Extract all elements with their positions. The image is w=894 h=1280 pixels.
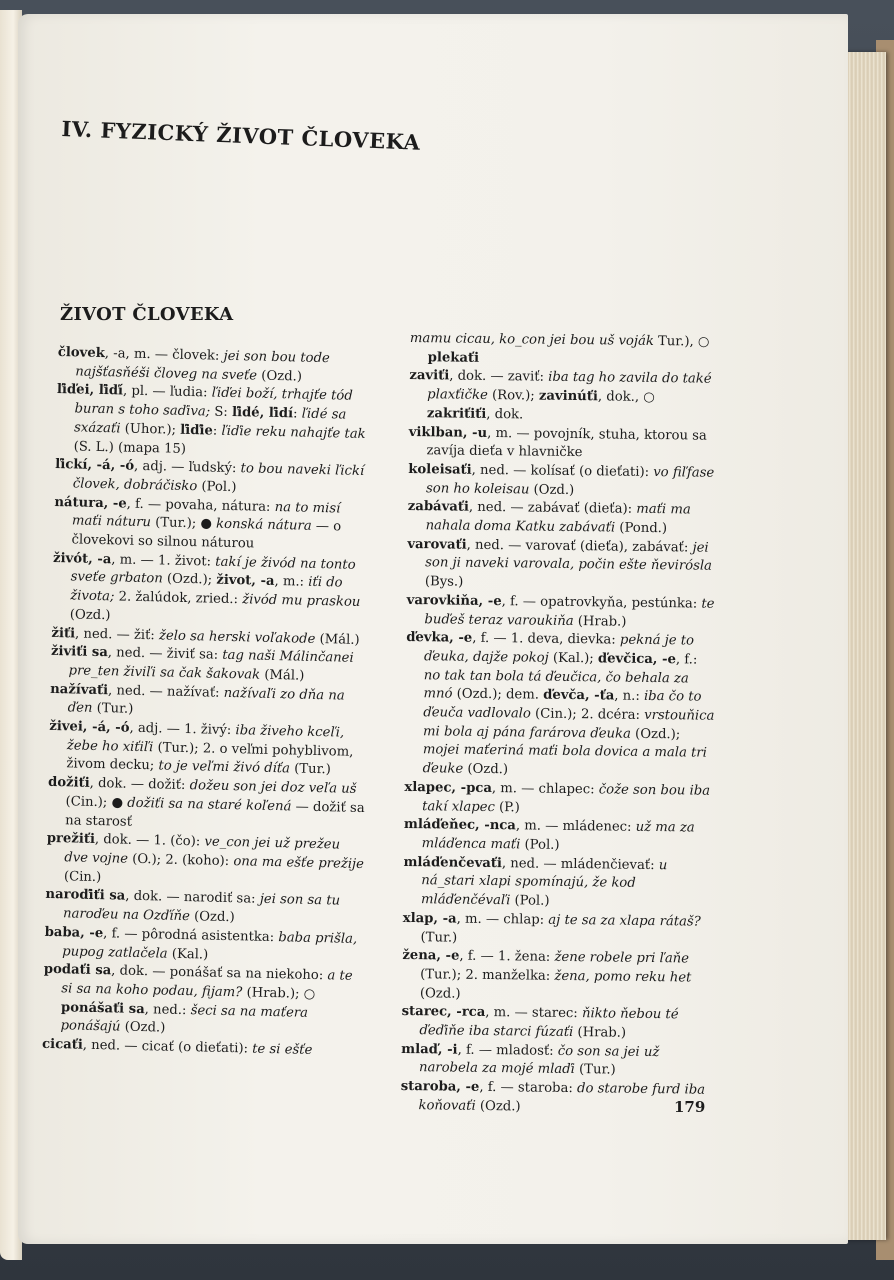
entry-text: , dok. — narodiť sa: [125, 889, 260, 908]
entry-text: (Pol.) [520, 837, 560, 853]
entry-text: , m. — chlap: [456, 911, 549, 928]
entry-text: , ned. — cicať (o dieťati): [82, 1037, 253, 1057]
entry-headword: zavinúťi [538, 388, 599, 405]
entry-example: iba tag ho zavila do také plaxťičke [427, 370, 712, 404]
entry-headword: živiťi sa [50, 644, 109, 661]
entry-text: , dok. — zaviť: [449, 368, 549, 386]
entry-text: , m. — mládenec: [515, 818, 636, 836]
dictionary-entry [409, 367, 720, 427]
dictionary-entry [48, 718, 367, 781]
entry-example: te buďeš teraz varoukiňa [424, 596, 715, 629]
entry-headword: zabávaťi [407, 499, 470, 516]
dictionary-entry [401, 1003, 711, 1044]
dictionary-entry [400, 1078, 710, 1119]
entry-text: , ned. — varovať (dieťa), zabávať: [466, 537, 693, 556]
entry-text: , f. — pôrodná asistentka: [103, 925, 279, 945]
dictionary-entry [46, 830, 365, 893]
entry-example: jei son bou tode najšťasňéši človeg na sveťe [75, 348, 330, 384]
entry-text: , m. — starec: [485, 1005, 583, 1022]
entry-headword: živei, -á, -ó [49, 718, 130, 736]
entry-text: , dok., ○ [597, 389, 655, 406]
entry-headword: staroba, -e [400, 1079, 480, 1096]
dictionary-entry [407, 536, 718, 596]
entry-example: iba čo to ďeuča vadlovalo [423, 689, 702, 722]
entry-text: , m. — 1. život: [111, 552, 216, 570]
entry-headword: varovkiňa, -e [406, 592, 502, 609]
dictionary-entry [402, 947, 713, 1007]
entry-example: ona ma ešťe prežije [233, 854, 365, 873]
entry-example: nažívaľi zo dňa na ďen [67, 685, 345, 717]
entry-example: to bou naveki ľickí človek, dobráčisko [72, 461, 365, 495]
entry-text: (Hrab.); ○ [242, 985, 316, 1002]
entry-text: (Ozd.) [189, 909, 235, 926]
entry-text: , m. — chlapec: [491, 780, 599, 798]
entry-text: (Ozd.); [162, 571, 217, 589]
entry-text: , f. — staroba: [479, 1080, 578, 1097]
entries-column-right [400, 330, 720, 1119]
entry-text: (P.) [494, 799, 520, 815]
entry-headword: podaťi sa [43, 962, 112, 979]
entry-headword: baba, -e [44, 924, 104, 941]
entry-example: te si ešťe [252, 1041, 313, 1058]
entry-text: (Uhor.); [120, 421, 181, 438]
entry-text: (Ozd.) [475, 1098, 521, 1115]
entry-text: (Cin.); 2. dcéra: [530, 706, 645, 723]
entry-text: (Ozd.) [69, 607, 111, 624]
dictionary-entry [408, 424, 718, 465]
entry-headword: ponášaťi sa [60, 999, 145, 1017]
entry-headword: koleisaťi [408, 461, 472, 478]
entry-headword: plekaťi [427, 349, 480, 366]
entry-headword: viklban, -u [408, 424, 488, 441]
entry-text: (Hrab.) [573, 613, 627, 630]
dictionary-entry [401, 1041, 711, 1082]
entry-text: (Pol.) [197, 479, 237, 496]
entry-headword: naroďiťi sa [45, 887, 126, 905]
entry-text: , ned. — zabávať (dieťa): [468, 500, 637, 518]
entry-text: , f. — 1. žena: [459, 948, 555, 966]
entry-headword: nažívaťi [49, 681, 109, 698]
entry-example: žena, pomo reku het [554, 968, 692, 986]
entry-example: želo sa herski voľakode [158, 627, 316, 647]
entry-headword: živót, -a [52, 550, 112, 567]
entry-headword: zakriťiťi [426, 406, 487, 422]
entry-example: čože son bou iba takí xlapec [422, 782, 711, 815]
dictionary-entry [52, 550, 372, 632]
entry-headword: nátura, -e [54, 494, 127, 512]
entry-example: jei son sa tu naroďeu na Ozďíňe [62, 892, 341, 925]
entry-text: , m.: [274, 574, 309, 591]
entry-text: , ned. — mládenčievať: [501, 855, 659, 873]
entry-example: ňikto ňebou té ďeďiňe iba starci fúzaťi [419, 1006, 679, 1041]
entry-text: , ned. — žiť: [74, 626, 160, 643]
entry-headword: starec, -rca [401, 1004, 486, 1021]
entry-headword: xlap, -a [402, 910, 457, 927]
entry-headword: varovaťi [407, 536, 467, 553]
entry-example: ľiďie reku nahajťe tak [221, 423, 366, 442]
entry-text: (Tur.); 2. o veľmi pohyblivom, živom decku; [66, 740, 354, 774]
entry-example: ve_con jei už prežeu dve vojne [64, 834, 341, 867]
dictionary-entry [403, 854, 714, 914]
entry-text: , dok. — dožiť: [89, 776, 190, 794]
entry-example: maťi ma nahala doma Katku zabávaťi [425, 502, 691, 536]
entries-column-left [42, 344, 376, 1062]
entry-example: u ná_stari xlapi spomínajú, že kod mláďenčévaľi [420, 857, 668, 909]
dictionary-entry [404, 816, 714, 857]
entry-example: konská nátura [215, 516, 312, 535]
entry-text: (Tur.) [289, 761, 331, 778]
entry-example: čo son sa jei už narobela za mojé mlaďi [418, 1043, 660, 1078]
entry-text: (Hrab.) [573, 1025, 627, 1041]
entry-text: (Ozd.); dem. [452, 686, 544, 704]
entry-headword: žiťi [51, 625, 76, 642]
entry-headword: ľidé, ľidí [231, 405, 294, 422]
entry-text: , ned.: [144, 1001, 191, 1018]
entry-text: (Tur.) [574, 1062, 616, 1078]
entry-text: , f.: [675, 652, 698, 668]
entry-example: dožiťi sa na staré koľená [127, 795, 292, 815]
entry-example: baba prišla, pupog zatlačela [62, 929, 358, 962]
entry-headword: ľiďei, ľiďí [56, 382, 124, 399]
entry-text: (Ozd.); [630, 726, 681, 743]
entry-example: vo fiľfase son ho koleisau [425, 464, 715, 498]
entry-text: (Ozd.) [120, 1019, 166, 1036]
entry-headword: ďevka, -e [406, 630, 473, 647]
entry-text: (Ozd.) [256, 368, 303, 385]
entry-text: (Tur.); ● [150, 515, 217, 532]
section-title: ŽIVOT ČLOVEKA [60, 304, 234, 325]
entry-example: iťi do života; [70, 575, 343, 605]
entry-text: S: [209, 404, 233, 421]
entry-text: (Pol.) [510, 893, 550, 909]
entry-headword: ďevčica, -e [597, 651, 676, 668]
entry-text: (Tur.) [92, 701, 134, 718]
entry-text: (Kal.); [548, 650, 599, 667]
entry-text: — o človekovi so silnou náturou [71, 519, 342, 552]
dictionary-entry [53, 494, 372, 557]
entry-example: takí je živód na tonto sveťe grbaton [70, 554, 356, 587]
entry-example: jei son ji naveki varovala, počin ešte ňevirósla [425, 540, 713, 575]
entry-text: , dok. — ponášať sa na niekoho: [111, 963, 328, 984]
entry-example: pekná je to ďeuka, dajže pokoj [423, 632, 695, 666]
entry-headword: mlaď, -i [401, 1041, 458, 1058]
entry-text: (S. L.) (mapa 15) [73, 438, 187, 457]
entry-text: 2. žalúdok, zried.: [114, 589, 243, 608]
book-page [18, 14, 848, 1244]
entry-text: , dok. [486, 406, 524, 423]
entry-text: , pl. — ľudia: [122, 383, 212, 401]
entry-text: (Cin.) [63, 868, 102, 885]
entry-example: živód mu praskou [242, 592, 361, 611]
entry-example: dožeu son jei doz veľa uš [189, 778, 357, 798]
entry-example: do starobe furd iba koňovaťi [418, 1081, 706, 1114]
chapter-title: IV. FYZICKÝ ŽIVOT ČLOVEKA [61, 116, 421, 155]
dictionary-entry [408, 461, 718, 502]
entry-text: — dožiť sa na starosť [65, 799, 365, 830]
entry-headword: mláďeňec, -nca [403, 817, 516, 834]
dictionary-entry [402, 910, 712, 951]
entry-text: (Tur.); 2. manželka: [420, 967, 555, 984]
entry-text: : [212, 423, 222, 439]
entry-text: , adj. — 1. živý: [129, 720, 236, 739]
entry-text: , ned. — živiť sa: [107, 645, 223, 664]
dictionary-entry [47, 774, 366, 837]
entry-headword: ďevča, -ťa [543, 688, 615, 704]
entry-example: šeci sa na maťera ponášajú [60, 1002, 309, 1035]
entry-example: na to misí maťi náturu [71, 499, 341, 531]
entry-example: a te si sa na koho podau, fijam? [61, 968, 353, 1001]
entry-example: mojei maťeriná maťi bola dovica a mala tri ďeuke [422, 742, 707, 777]
dictionary-entry [404, 779, 714, 820]
entry-text: (Bys.) [424, 574, 464, 590]
entry-headword: mláďenčevaťi [403, 854, 503, 871]
entry-example: iba živeho kceľi, žebe ho xiťiľi [66, 723, 345, 756]
entry-text: , f. — opatrovkyňa, pestúnka: [501, 593, 702, 612]
entry-headword: zaviťi [409, 368, 450, 384]
dictionary-entry [406, 592, 716, 633]
entry-headword: ľickí, -á, -ó [55, 457, 135, 474]
entry-text: : [292, 406, 302, 422]
entry-text: , f. — mladosť: [457, 1042, 558, 1059]
entry-text: (Rov.); [487, 388, 540, 404]
entry-text: , f. — povaha, nátura: [126, 496, 275, 515]
entry-text: , dok. — 1. (čo): [94, 832, 205, 850]
entry-headword: žena, -e [402, 948, 460, 964]
entry-headword: život, -a [216, 573, 275, 590]
entry-example: ľiďei boží, trhajťe tód buran s toho saďiva; [74, 385, 353, 420]
entry-text: , n.: [614, 688, 645, 705]
entry-headword: cicaťi [41, 1036, 83, 1053]
entry-example: to je veľmi živó díťa [158, 758, 291, 777]
page-number: 179 [674, 1098, 706, 1116]
entry-text: (Kal.) [167, 946, 209, 963]
entry-text: (Ozd.) [463, 761, 509, 778]
dictionary-entry [55, 381, 375, 463]
entry-text: , -a, m. — človek: [104, 346, 224, 364]
entry-example: už ma za mláďenca maťi [421, 820, 695, 853]
entry-headword: človek [57, 344, 105, 362]
entry-example: vrstouňica mi bola aj pána farárova ďeuka [423, 707, 715, 742]
entry-example: aj te sa za xlapa rátaš? [548, 912, 701, 930]
entry-text: (Mál.) [315, 631, 360, 648]
entry-text: , ned. — kolísať (o dieťati): [471, 462, 654, 480]
entry-text: , ned. — nažívať: [107, 682, 224, 701]
entry-example: ľidé sa sxázaťi [73, 406, 347, 437]
entry-example: mamu cicau, ko_con jei bou uš voják [409, 330, 654, 349]
entry-headword: xlapec, -pca [404, 779, 493, 796]
entry-text: (O.); 2. (koho): [127, 851, 234, 870]
entry-text: , f. — 1. deva, dievka: [472, 631, 621, 648]
entry-text: Tur.), ○ [653, 333, 710, 350]
dictionary-entry [410, 330, 720, 371]
entry-text: (Ozd.) [529, 482, 575, 498]
entry-text: (Mál.) [259, 667, 305, 684]
dictionary-entry [42, 961, 362, 1043]
entry-text: (Ozd.) [419, 985, 461, 1002]
entry-text: (Pond.) [615, 520, 668, 537]
entry-example: tag naši Málinčanei pre_ten živiľi sa čak šakovak [68, 648, 354, 683]
entry-text: , adj. — ľudský: [133, 458, 241, 477]
entry-headword: dožiťi [47, 775, 90, 792]
entry-example: žene robele pri ľaňe [554, 950, 690, 967]
entry-example: no tak tan bola tá ďeučica, čo behala za mnó [423, 667, 689, 702]
entry-headword: ľiďie [180, 422, 214, 439]
entry-text: (Cin.); ● [65, 794, 128, 811]
dictionary-entry [407, 498, 717, 539]
entry-text: (Tur.) [420, 929, 458, 946]
entry-headword: prežiťi [46, 831, 96, 848]
entry-text: , m. — povojník, stuha, ktorou sa zavíja dieťa v hlavničke [426, 425, 707, 461]
dictionary-entry [405, 629, 717, 782]
